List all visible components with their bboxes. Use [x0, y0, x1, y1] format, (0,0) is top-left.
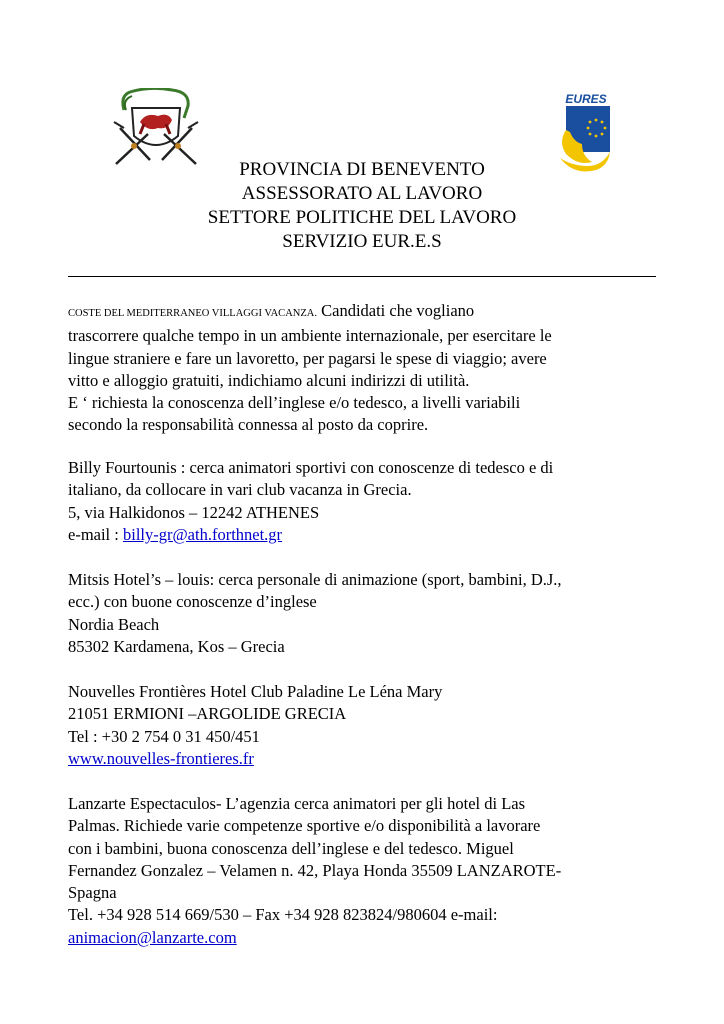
header-line-settore: SETTORE POLITICHE DEL LAVORO: [207, 207, 517, 228]
mitsis-line: Mitsis Hotel’s – louis: cerca personale di animazione (sport, bambini, D.J.,: [68, 570, 562, 589]
header-line-assessorato: ASSESSORATO AL LAVORO: [241, 183, 483, 204]
lanzarte-listing: [68, 793, 668, 949]
mitsis-line: ecc.) con buone conoscenze d’inglese: [68, 592, 317, 612]
mitsis-line: 85302 Kardamena, Kos – Grecia: [68, 636, 285, 656]
lanzarte-email-link[interactable]: animacion@lanzarte.com: [68, 927, 237, 947]
nouvelles-website-link[interactable]: www.nouvelles-frontieres.fr: [68, 748, 254, 768]
mitsis-line: Nordia Beach: [68, 614, 160, 634]
intro-line: secondo la responsabilità connessa al posto da coprire.: [68, 415, 429, 435]
intro-line: lingue straniere e fare un lavoretto, per pagarsi le spese di viaggio; avere: [68, 348, 547, 368]
intro-line: vitto e alloggio gratuiti, indichiamo alcuni indirizzi di utilità.: [68, 370, 470, 390]
billy-email-link[interactable]: billy-gr@ath.forthnet.gr: [122, 524, 283, 544]
header-divider: [68, 276, 656, 277]
nouvelles-line: 21051 ERMIONI –ARGOLIDE GRECIA: [68, 704, 347, 724]
intro-line: E ‘ richiesta la conoscenza dell’inglese e/o tedesco, a livelli variabili: [68, 393, 521, 413]
lanzarte-line: Spagna: [68, 883, 117, 903]
billy-email-label: e-mail :: [68, 524, 123, 544]
intro-line: trascorrere qualche tempo in un ambiente internazionale, per esercitare le: [68, 326, 552, 346]
lanzarte-line: Fernandez Gonzalez – Velamen n. 42, Playa Honda 35509 LANZAROTE-: [68, 860, 562, 880]
intro-line: Candidati che vogliano: [316, 301, 475, 320]
nouvelles-line: Nouvelles Frontières Hotel Club Paladine Le Léna Mary: [68, 682, 443, 701]
billy-line: italiano, da collocare in vari club vacanza in Grecia.: [68, 480, 412, 500]
nouvelles-listing: [68, 681, 668, 770]
nouvelles-phone: Tel : +30 2 754 0 31 450/451: [68, 726, 260, 746]
lanzarte-contact: Tel. +34 928 514 669/530 – Fax +34 928 823824/980604 e-mail:: [68, 905, 498, 925]
intro-paragraph: [68, 300, 668, 437]
intro-heading: COSTE DEL MEDITERRANEO VILLAGGI VACANZA.: [68, 308, 317, 319]
mitsis-listing: [68, 569, 668, 658]
lanzarte-line: Palmas. Richiede varie competenze sportive e/o disponibilità a lavorare: [68, 816, 541, 836]
billy-address: 5, via Halkidonos – 12242 ATHENES: [68, 502, 320, 522]
header-line-servizio: SERVIZIO EUR.E.S: [282, 231, 442, 252]
billy-listing: [68, 457, 668, 546]
eures-logo-text: EURES: [565, 92, 607, 106]
lanzarte-line: Lanzarte Espectaculos- L’agenzia cerca animatori per gli hotel di Las: [68, 794, 526, 813]
header-line-provincia: PROVINCIA DI BENEVENTO: [239, 159, 485, 180]
lanzarte-line: con i bambini, buona conoscenza dell’inglese e del tedesco. Miguel: [68, 838, 514, 858]
billy-line: Billy Fourtounis : cerca animatori sportivi con conoscenze di tedesco e di: [68, 458, 554, 477]
